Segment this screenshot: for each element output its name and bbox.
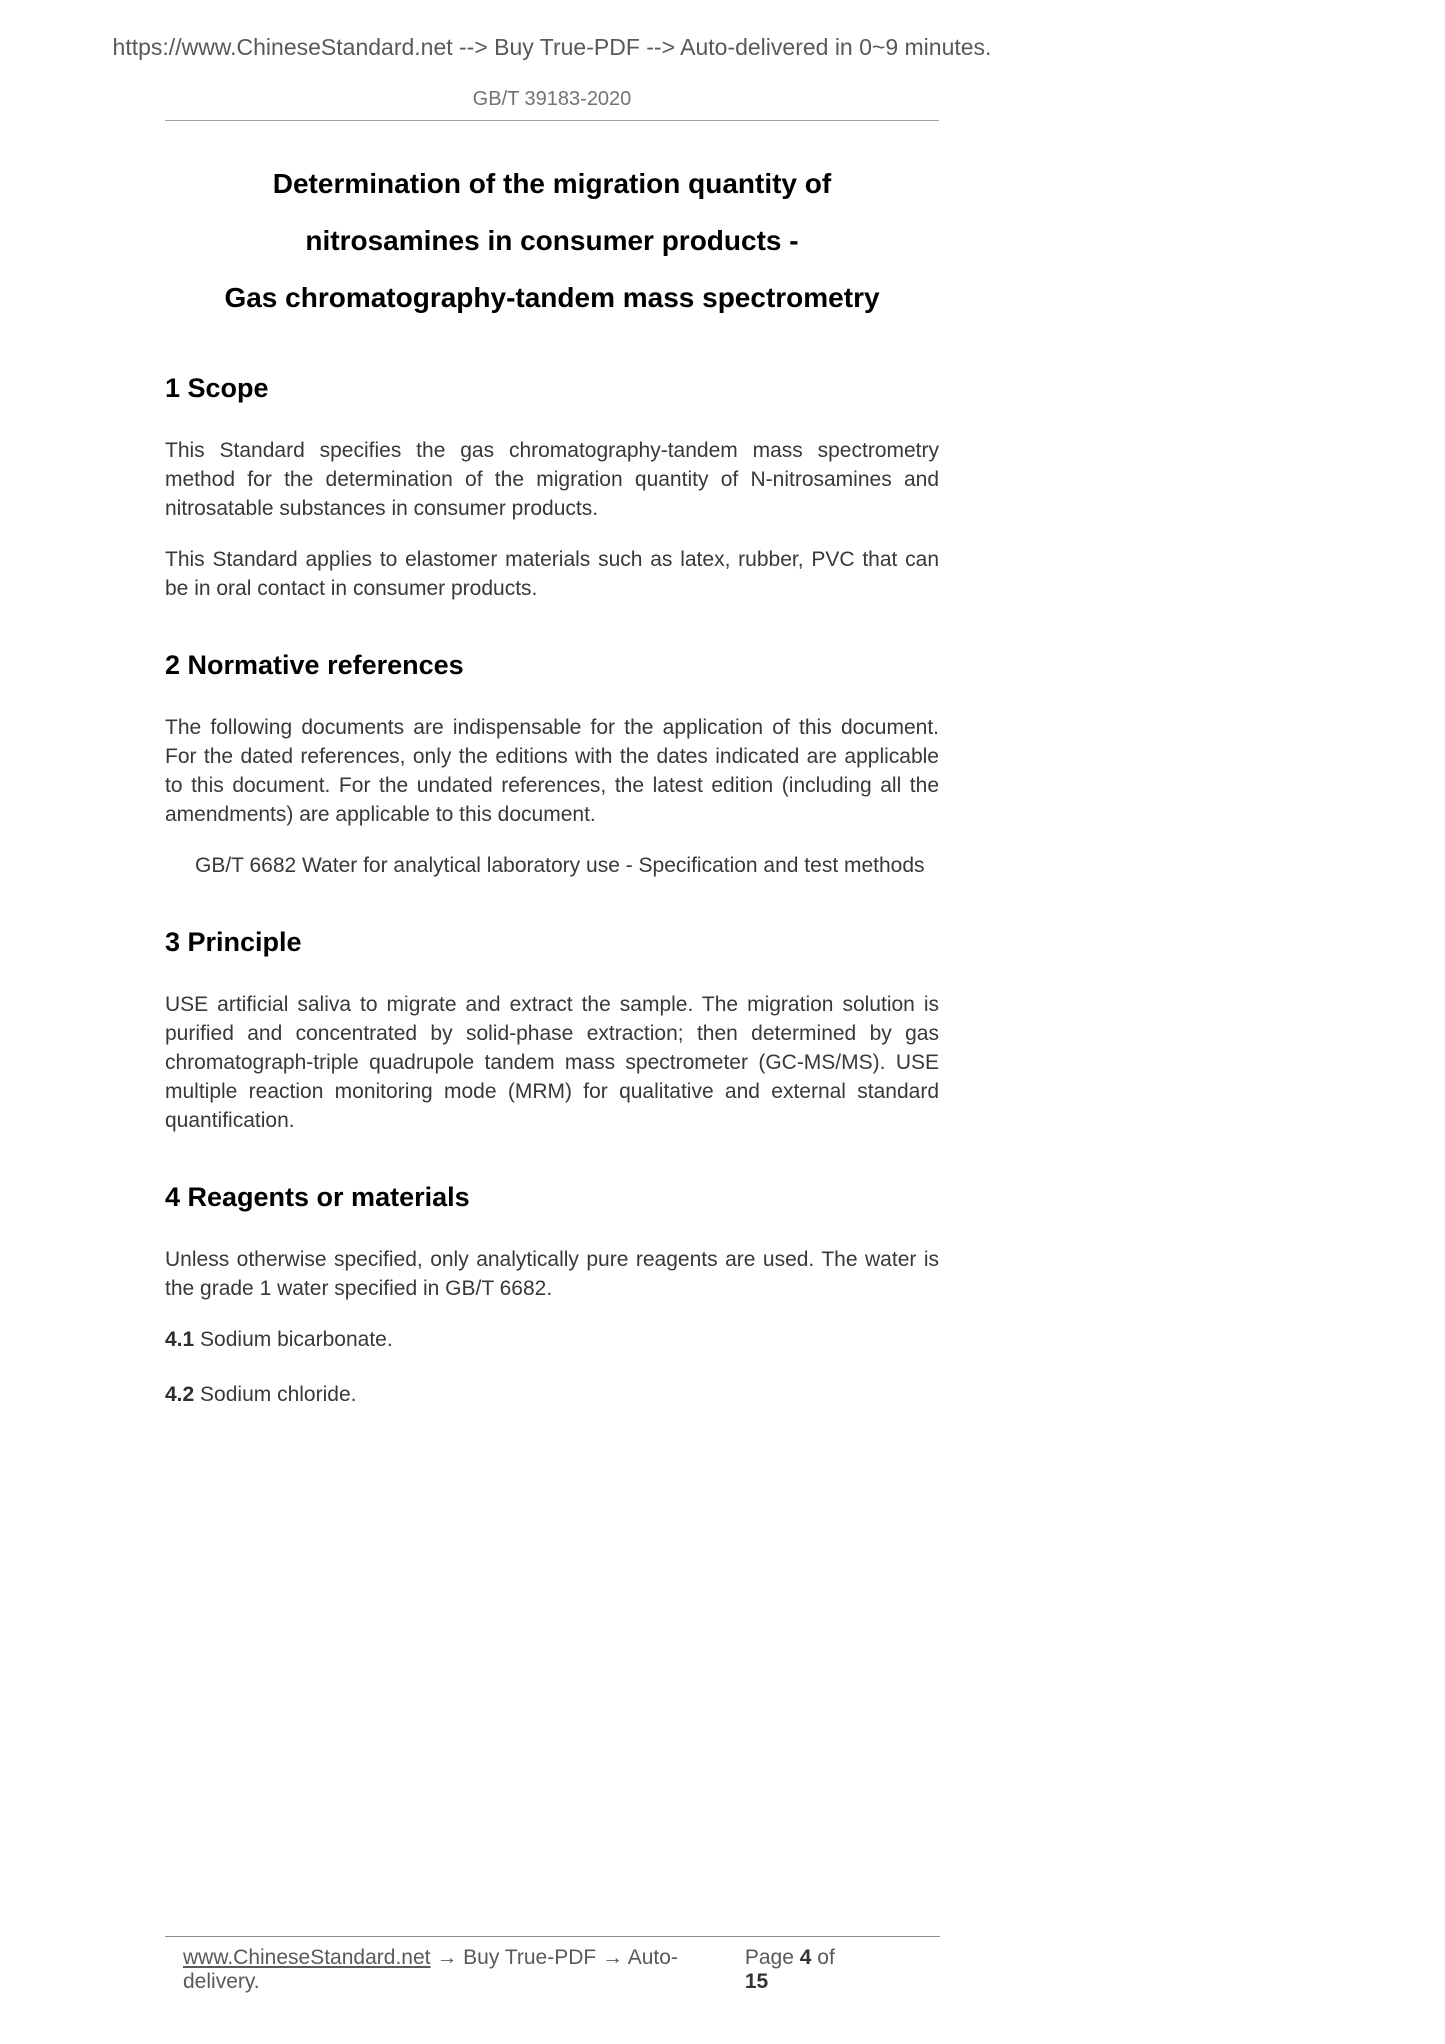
title-line-3: Gas chromatography-tandem mass spectrometry <box>224 282 880 313</box>
reagent-item-number: 4.2 <box>165 1383 195 1406</box>
reagent-item-4-1 <box>165 1325 939 1354</box>
footer-tagline: → Buy True-PDF → Auto-delivery. <box>183 1946 678 1993</box>
footer-site-link[interactable]: www.ChineseStandard.net <box>183 1946 431 1969</box>
page-footer <box>165 1936 940 1994</box>
reagent-item-text: Sodium bicarbonate. <box>200 1328 393 1351</box>
section-heading-scope: 1 Scope <box>165 373 269 403</box>
reagent-item-text: Sodium chloride. <box>200 1383 357 1406</box>
paragraph-reagents-1: Unless otherwise specified, only analytically pure reagents are used. The water is the grade 1 water specified in GB/T 6682. <box>165 1248 939 1300</box>
doc-number: GB/T 39183-2020 <box>472 88 632 110</box>
paragraph-normative-1: The following documents are indispensable for the application of this document. For the dated references, only the editions with the dates indicated are applicable to this document. For the undated references, the latest edition (including all the amendments) are applicable to this document. <box>165 716 939 826</box>
reference-entry: GB/T 6682 Water for analytical laboratory use - Specification and test methods <box>195 854 925 877</box>
page-total: 15 <box>744 1970 769 1993</box>
reagent-item-number: 4.1 <box>165 1328 195 1351</box>
document-body <box>0 155 1104 1409</box>
section-heading-reagents: 4 Reagents or materials <box>165 1182 470 1212</box>
paragraph-scope-1: This Standard specifies the gas chromatography-tandem mass spectrometry method for the determination of the migration quantity of N-nitrosamines and nitrosatable substances in consumer products. <box>165 439 939 520</box>
title-line-2: nitrosamines in consumer products - <box>305 225 799 256</box>
title-line-1: Determination of the migration quantity of <box>272 168 832 199</box>
paragraph-principle-1: USE artificial saliva to migrate and extract the sample. The migration solution is purified and concentrated by solid-phase extraction; then determined by gas chromatograph-triple quadrupole tandem mass spectrometer (GC-MS/MS). USE multiple reaction monitoring mode (MRM) for qualitative and external standard quantification. <box>165 993 939 1132</box>
document-title <box>165 155 939 326</box>
page-label: Page <box>744 1946 794 1969</box>
header-promo-line: https://www.ChineseStandard.net --> Buy True-PDF --> Auto-delivered in 0~9 minutes. <box>112 34 992 60</box>
section-heading-normative-references: 2 Normative references <box>165 650 464 680</box>
page-number: 4 <box>799 1946 812 1969</box>
page-of-label: of <box>817 1946 835 1969</box>
reagent-item-4-2 <box>165 1380 939 1409</box>
section-heading-principle: 3 Principle <box>165 927 302 957</box>
page-indicator <box>745 1946 862 1994</box>
footer-row <box>165 1946 940 1994</box>
header-divider <box>165 120 939 121</box>
paragraph-scope-2: This Standard applies to elastomer materials such as latex, rubber, PVC that can be in oral contact in consumer products. <box>165 548 939 600</box>
footer-delivery-info <box>183 1946 745 1994</box>
